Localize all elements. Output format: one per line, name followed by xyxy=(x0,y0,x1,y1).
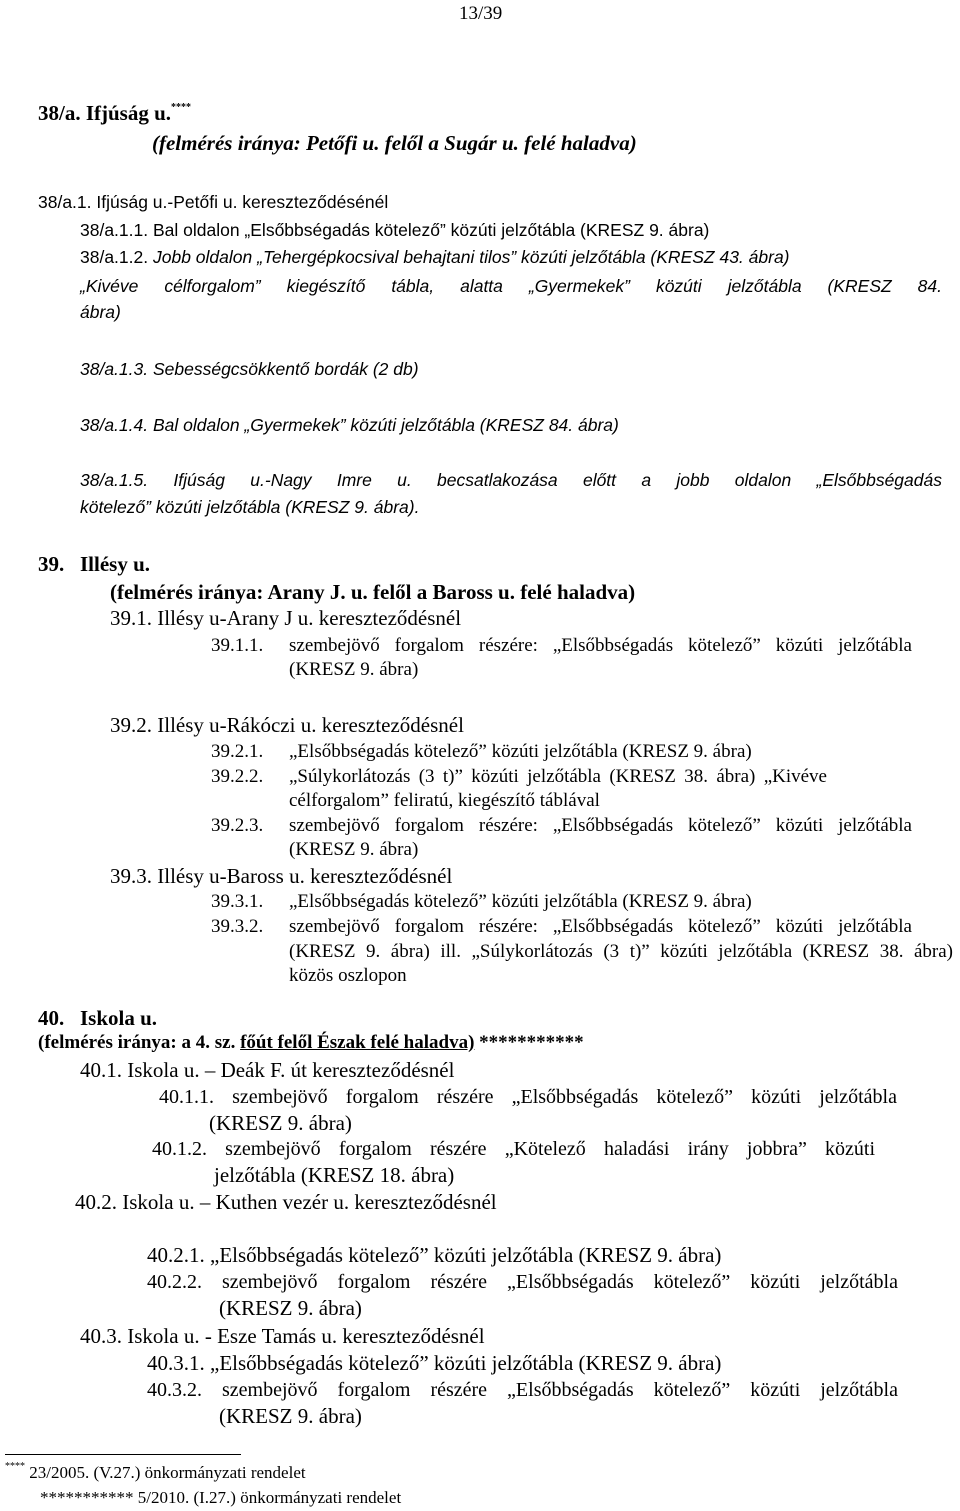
item-40-1-1-line2: (KRESZ 9. ábra) xyxy=(209,1111,352,1135)
item-39-2-2-text: „Súlykorlátozás (3 t)” közúti jelzőtábla (KRESZ 38. ábra) „Kivéve xyxy=(289,766,827,787)
item-40-1-2-line2: jelzőtábla (KRESZ 18. ábra) xyxy=(214,1163,455,1187)
section-39-direction: (felmérés iránya: Arany J. u. felől a Baross u. felé haladva) xyxy=(110,580,636,604)
footnote-divider xyxy=(5,1454,241,1455)
item-40-2-2-line2: (KRESZ 9. ábra) xyxy=(219,1296,362,1320)
footnote-1-text: 23/2005. (V.27.) önkormányzati rendelet xyxy=(25,1463,306,1482)
item-39-2-3-text: szembejövő forgalom részére: „Elsőbbségadás kötelező” közúti jelzőtábla xyxy=(289,815,912,836)
section-40-direction xyxy=(38,1031,584,1055)
footnote-marker: **** xyxy=(171,102,192,113)
item-40-1-2: 40.1.2. szembejövő forgalom részére „Kötelező haladási irány jobbra” közúti xyxy=(152,1138,875,1160)
item-39-1-1-line2: (KRESZ 9. ábra) xyxy=(289,659,419,680)
section-40-direction-underlined: főút felől Észak felé haladva) xyxy=(240,1032,475,1053)
item-40-2: 40.2. Iskola u. – Kuthen vezér u. kereszteződésnél xyxy=(75,1190,497,1214)
item-39-2: 39.2. Illésy u-Rákóczi u. kereszteződésnél xyxy=(110,713,464,737)
item-39-3: 39.3. Illésy u-Baross u. kereszteződésnél xyxy=(110,864,453,888)
item-38a-1-5: 38/a.1.5. Ifjúság u.-Nagy Imre u. becsatlakozása előtt a jobb oldalon „Elsőbbségadás xyxy=(80,470,942,490)
section-40-street: Iskola u. xyxy=(80,1006,158,1030)
item-39-1-1-text: szembejövő forgalom részére: „Elsőbbségadás kötelező” közúti jelzőtábla xyxy=(289,635,912,656)
item-39-3-2-line2: (KRESZ 9. ábra) ill. „Súlykorlátozás (3 t)” közúti jelzőtábla (KRESZ 38. ábra) xyxy=(289,941,953,962)
item-38a-1-2-number: 38/a.1.2. xyxy=(80,247,149,267)
item-39-2-2-number: 39.2.2. xyxy=(211,766,264,787)
item-40-2-2: 40.2.2. szembejövő forgalom részére „Elsőbbségadás kötelező” közúti jelzőtábla xyxy=(147,1271,898,1293)
item-38a-1-1: 38/a.1.1. Bal oldalon „Elsőbbségadás kötelező” közúti jelzőtábla (KRESZ 9. ábra) xyxy=(80,220,710,240)
item-40-3-2-line2: (KRESZ 9. ábra) xyxy=(219,1404,362,1428)
section-40-direction-text: (felmérés iránya: a 4. sz. xyxy=(38,1032,241,1053)
section-38a-number: 38/a. xyxy=(38,101,81,125)
item-39-2-1-text: „Elsőbbségadás kötelező” közúti jelzőtábla (KRESZ 9. ábra) xyxy=(289,741,752,762)
item-39-1-1-number: 39.1.1. xyxy=(211,635,264,656)
item-40-3-2: 40.3.2. szembejövő forgalom részére „Elsőbbségadás kötelező” közúti jelzőtábla xyxy=(147,1379,898,1401)
item-39-3-2-number: 39.3.2. xyxy=(211,916,264,937)
item-39-2-2-line2: célforgalom” feliratú, kiegészítő táblával xyxy=(289,790,600,811)
section-39-title xyxy=(38,552,150,576)
item-39-3-1-number: 39.3.1. xyxy=(211,891,264,912)
section-38a-title xyxy=(38,101,191,125)
section-39-street: Illésy u. xyxy=(80,552,151,576)
section-40-number: 40. xyxy=(38,1006,65,1030)
footnote-1-marker: **** xyxy=(5,1461,25,1473)
item-38a-1: 38/a.1. Ifjúság u.-Petőfi u. kereszteződésénél xyxy=(38,192,389,212)
item-39-2-3-number: 39.2.3. xyxy=(211,815,264,836)
section-38a-direction: (felmérés iránya: Petőfi u. felől a Sugár u. felé haladva) xyxy=(152,131,637,155)
item-38a-1-3: 38/a.1.3. Sebességcsökkentő bordák (2 db) xyxy=(80,359,419,379)
item-39-3-2-line3: közös oszlopon xyxy=(289,965,407,986)
footnote-1 xyxy=(5,1462,306,1484)
section-38a-street: Ifjúság u. xyxy=(85,101,172,125)
item-38a-1-2-text: Jobb oldalon „Tehergépkocsival behajtani tilos” közúti jelzőtábla (KRESZ 43. ábra) xyxy=(153,247,790,267)
item-40-1: 40.1. Iskola u. – Deák F. út kereszteződésnél xyxy=(80,1058,455,1082)
item-39-1: 39.1. Illésy u-Arany J u. kereszteződésnél xyxy=(110,606,462,630)
item-40-3-1: 40.3.1. „Elsőbbségadás kötelező” közúti jelzőtábla (KRESZ 9. ábra) xyxy=(147,1351,722,1375)
footnote-marker-2: *********** xyxy=(474,1032,584,1053)
item-39-3-2-text: szembejövő forgalom részére: „Elsőbbségadás kötelező” közúti jelzőtábla xyxy=(289,916,912,937)
footnote-2: *********** 5/2010. (I.27.) önkormányzati rendelet xyxy=(40,1488,402,1507)
item-38a-1-4: 38/a.1.4. Bal oldalon „Gyermekek” közúti jelzőtábla (KRESZ 84. ábra) xyxy=(80,415,619,435)
page-number: 13/39 xyxy=(459,3,503,24)
item-39-2-1-number: 39.2.1. xyxy=(211,741,264,762)
item-38a-1-2-line3: ábra) xyxy=(80,302,121,322)
item-38a-1-2-line2: „Kivéve célforgalom” kiegészítő tábla, alatta „Gyermekek” közúti jelzőtábla (KRESZ 84. xyxy=(80,276,942,296)
section-39-number: 39. xyxy=(38,552,65,576)
item-40-2-1: 40.2.1. „Elsőbbségadás kötelező” közúti jelzőtábla (KRESZ 9. ábra) xyxy=(147,1243,722,1267)
item-39-2-3-line2: (KRESZ 9. ábra) xyxy=(289,839,419,860)
item-39-3-1-text: „Elsőbbségadás kötelező” közúti jelzőtábla (KRESZ 9. ábra) xyxy=(289,891,752,912)
section-40-title xyxy=(38,1006,157,1030)
item-38a-1-5-line2: kötelező” közúti jelzőtábla (KRESZ 9. ábra). xyxy=(80,497,420,517)
item-40-1-1: 40.1.1. szembejövő forgalom részére „Elsőbbségadás kötelező” közúti jelzőtábla xyxy=(159,1086,897,1108)
item-38a-1-2 xyxy=(80,245,790,269)
item-40-3: 40.3. Iskola u. - Esze Tamás u. kereszteződésnél xyxy=(80,1324,485,1348)
